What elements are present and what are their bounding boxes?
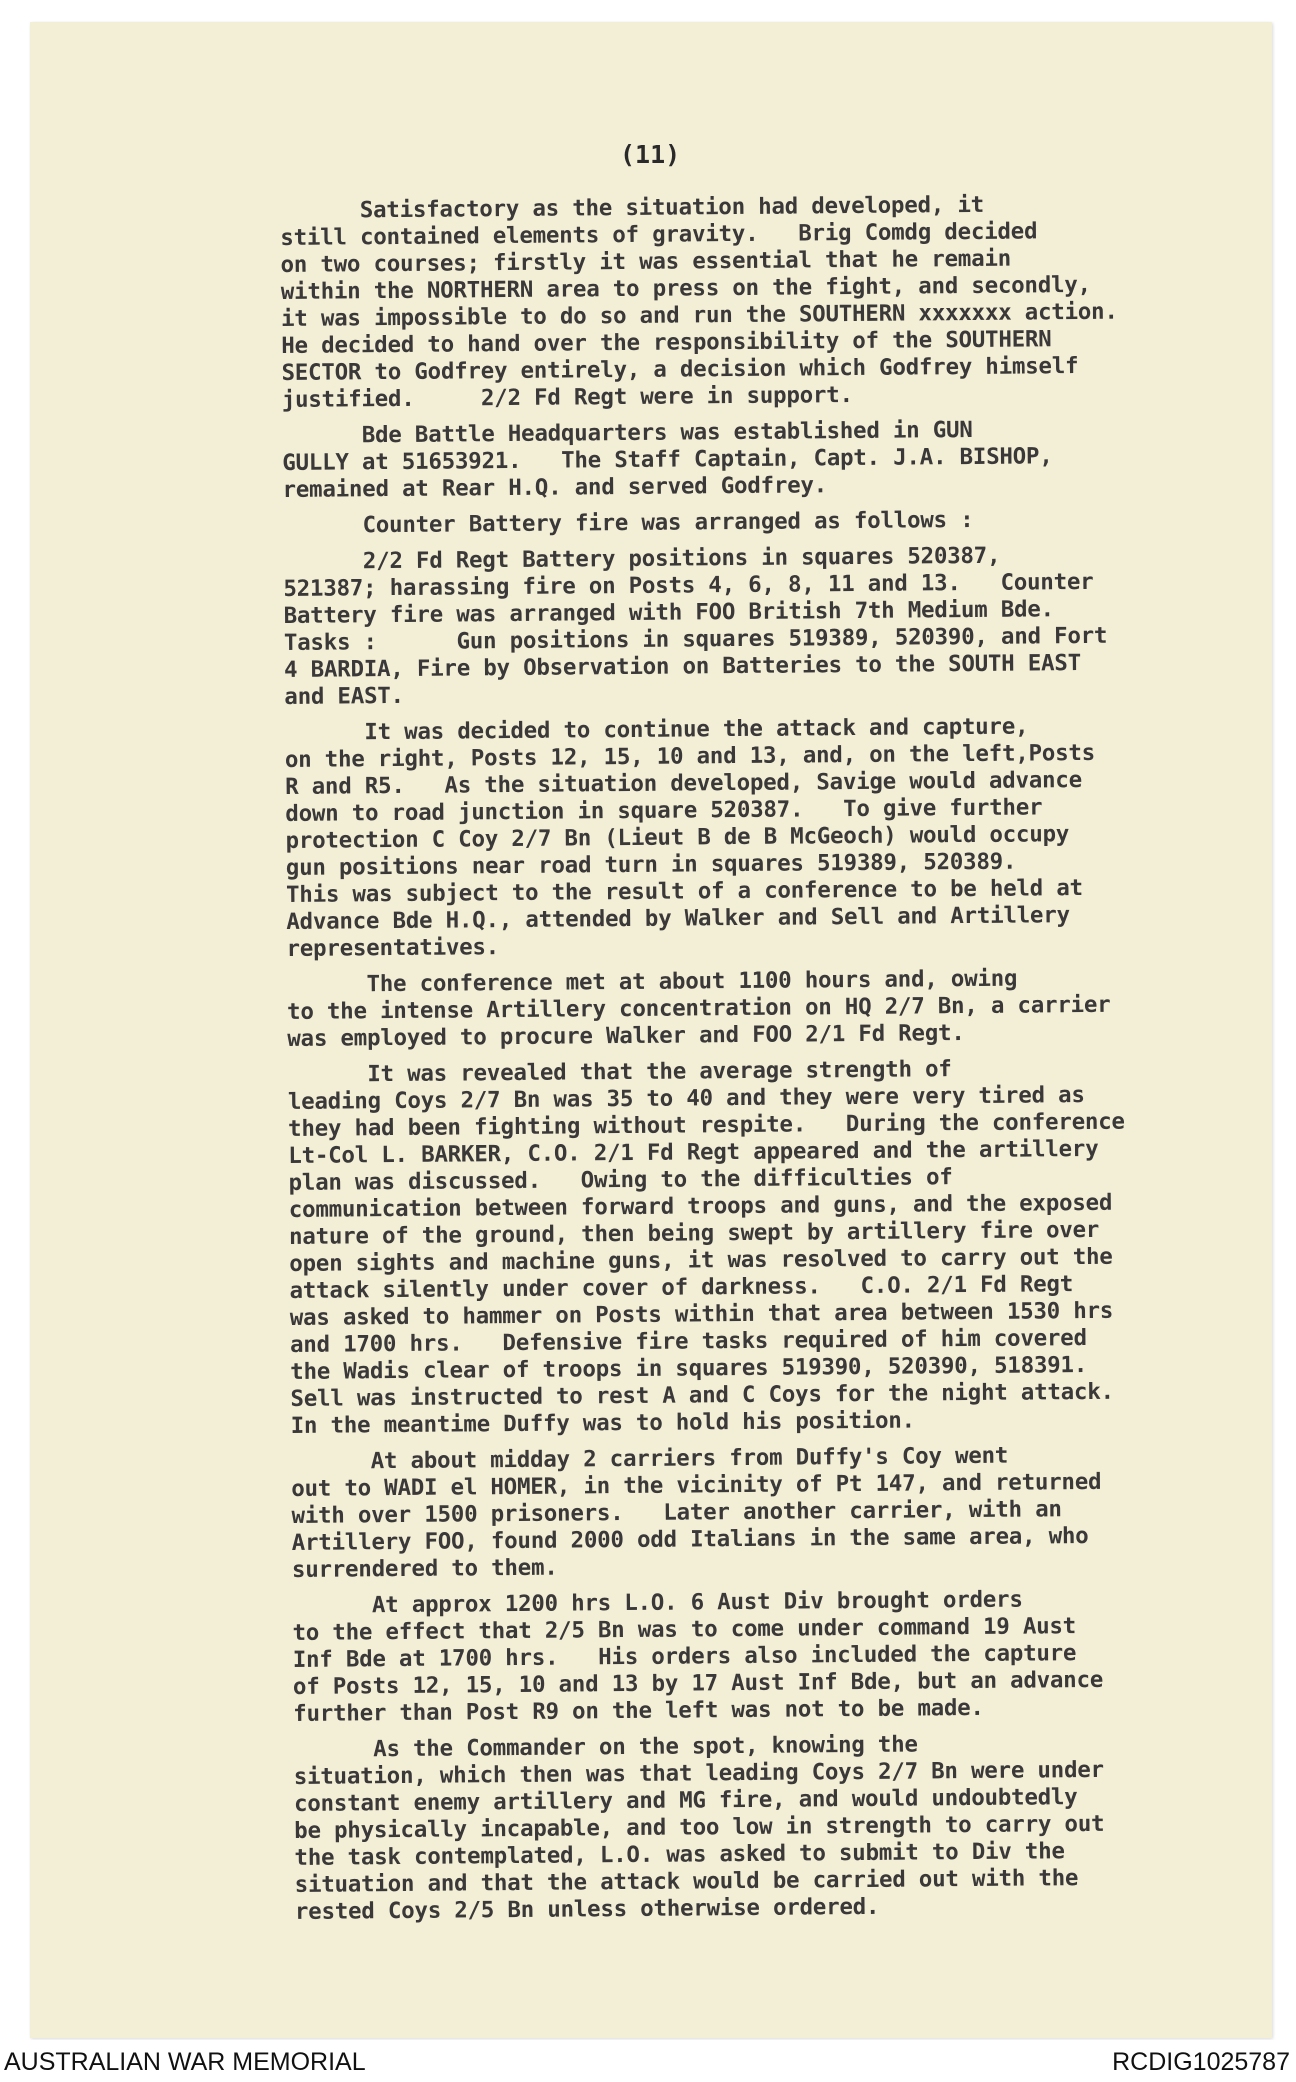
archive-footer — [0, 2040, 1296, 2082]
text-line: and 1700 hrs. Defensive fire tasks required of him covered — [289, 1325, 1087, 1358]
text-line: 4 BARDIA, Fire by Observation on Batteries to the SOUTH EAST — [284, 650, 1082, 683]
text-line: protection C Coy 2/7 Bn (Lieut B de B McGeoch) would occupy — [285, 821, 1070, 854]
paragraph — [287, 963, 1268, 1053]
text-line: with over 1500 prisoners. Later another carrier, with an — [291, 1496, 1062, 1529]
text-line: remained at Rear H.Q. and served Godfrey. — [282, 472, 828, 503]
text-line: leading Coys 2/7 Bn was 35 to 40 and they were very tired as — [287, 1082, 1085, 1115]
paragraph — [292, 1584, 1272, 1728]
text-line: rested Coys 2/5 Bn unless otherwise ordered. — [294, 1893, 880, 1925]
text-line: Inf Bde at 1700 hrs. His orders also included the capture — [292, 1640, 1077, 1673]
text-line: The conference met at about 1100 hours and, owing — [286, 965, 1018, 998]
text-line: R and R5. As the situation developed, Savige would advance — [285, 767, 1083, 800]
text-line: was employed to procure Walker and FOO 2/1 Fd Regt. — [287, 1020, 965, 1052]
text-line: Sell was instructed to rest A and C Coys for the night attack. — [290, 1378, 1114, 1412]
paragraph — [282, 414, 1263, 504]
text-line: Tasks : Gun positions in squares 519389, 520390, and Fort — [283, 622, 1108, 656]
record-id: RCDIG1025787 — [1112, 2048, 1290, 2076]
text-line: within the NORTHERN area to press on the fight, and secondly, — [280, 271, 1092, 305]
paragraph — [280, 189, 1262, 414]
text-line: SECTOR to Godfrey entirely, a decision which Godfrey himself — [281, 353, 1079, 386]
text-line: nature of the ground, then being swept by artillery fire over — [288, 1216, 1100, 1250]
text-line: to the intense Artillery concentration on HQ 2/7 Bn, a carrier — [286, 991, 1111, 1025]
text-line: At approx 1200 hrs L.O. 6 Aust Div brought orders — [292, 1586, 1023, 1619]
paragraph — [283, 540, 1264, 711]
text-line: on two courses; firstly it was essential that he remain — [280, 245, 1012, 278]
text-line: Lt-Col L. BARKER, C.O. 2/1 Fd Regt appeared and the artillery — [288, 1135, 1099, 1169]
text-line: was asked to hammer on Posts within that area between 1530 hrs — [289, 1297, 1114, 1331]
text-line: down to road junction in square 520387. To give further — [285, 794, 1043, 827]
text-line: Battery fire was arranged with FOO British 7th Medium Bde. — [283, 596, 1054, 629]
paragraph — [291, 1440, 1272, 1584]
text-line: justified. 2/2 Fd Regt were in support. — [281, 382, 853, 413]
text-line: surrendered to them. — [291, 1554, 558, 1583]
text-line: Advance Bde H.Q., attended by Walker and Sell and Artillery — [286, 902, 1070, 935]
text-line: Satisfactory as the situation had developed, it — [280, 191, 985, 224]
text-line: 2/2 Fd Regt Battery positions in squares 520387, — [283, 542, 1001, 575]
paragraph — [288, 1053, 1271, 1440]
page-number: (11) — [620, 140, 681, 169]
text-line: representatives. — [286, 934, 500, 962]
text-line: Artillery FOO, found 2000 odd Italians in the same area, who — [291, 1522, 1089, 1556]
text-line: out to WADI el HOMER, in the vicinity of Pt 147, and returned — [291, 1468, 1102, 1502]
text-line: attack silently under cover of darkness. C.O. 2/1 Fd Regt — [289, 1271, 1074, 1304]
text-line: the Wadis clear of troops in squares 519390, 520390, 518391. — [290, 1352, 1088, 1385]
text-line: further than Post R9 on the left was not to be made. — [293, 1694, 984, 1727]
text-line: of Posts 12, 15, 10 and 13 by 17 Aust Inf Bde, but an advance — [292, 1666, 1104, 1700]
text-line: constant enemy artillery and MG fire, and would undoubtedly — [293, 1784, 1078, 1817]
paragraph — [293, 1728, 1272, 1926]
paragraph — [285, 711, 1267, 963]
text-line: 521387; harassing fire on Posts 4, 6, 8, 11 and 13. Counter — [283, 568, 1094, 602]
text-line: Counter Battery fire was arranged as follows : — [282, 506, 974, 539]
text-line: This was subject to the result of a conference to be held at — [285, 875, 1083, 908]
text-line: to the effect that 2/5 Bn was to come under command 19 Aust — [292, 1613, 1077, 1646]
text-line: It was revealed that the average strength of — [287, 1056, 952, 1088]
text-line: and EAST. — [284, 682, 404, 710]
institution-label: AUSTRALIAN WAR MEMORIAL — [4, 2048, 366, 2076]
text-line: Bde Battle Headquarters was established in GUN — [281, 416, 973, 449]
text-line: GULLY at 51653921. The Staff Captain, Capt. J.A. BISHOP, — [282, 443, 1053, 476]
text-line: It was decided to continue the attack and capture, — [284, 713, 1029, 746]
text-line: communication between forward troops and guns, and the exposed — [288, 1189, 1113, 1223]
text-line: still contained elements of gravity. Brig Comdg decided — [280, 218, 1038, 251]
text-line: situation and that the attack would be carried out with the — [294, 1865, 1079, 1898]
text-line: open sights and machine guns, it was resolved to carry out the — [289, 1243, 1113, 1277]
text-line: they had been fighting without respite. During the conference — [288, 1108, 1125, 1142]
text-line: At about midday 2 carriers from Duffy's Coy went — [290, 1442, 1009, 1475]
text-line: In the meantime Duffy was to hold his position. — [290, 1407, 915, 1439]
text-line: on the right, Posts 12, 15, 10 and 13, and, on the left,Posts — [284, 739, 1096, 773]
document-body — [280, 189, 1272, 1925]
text-line: the task contemplated, L.O. was asked to submit to Div the — [294, 1838, 1065, 1871]
text-line: situation, which then was that leading Coys 2/7 Bn were under — [293, 1756, 1104, 1790]
text-line: gun positions near road turn in squares 519389, 520389. — [285, 848, 1017, 881]
text-line: He decided to hand over the responsibility of the SOUTHERN — [281, 326, 1052, 359]
text-line: As the Commander on the spot, knowing the — [293, 1731, 918, 1763]
typed-page — [30, 22, 1272, 2038]
text-line: it was impossible to do so and run the SOUTHERN xxxxxxx action. — [280, 298, 1118, 332]
text-line: plan was discussed. Owing to the difficulties of — [288, 1164, 953, 1196]
text-line: be physically incapable, and too low in strength to carry out — [294, 1810, 1105, 1844]
